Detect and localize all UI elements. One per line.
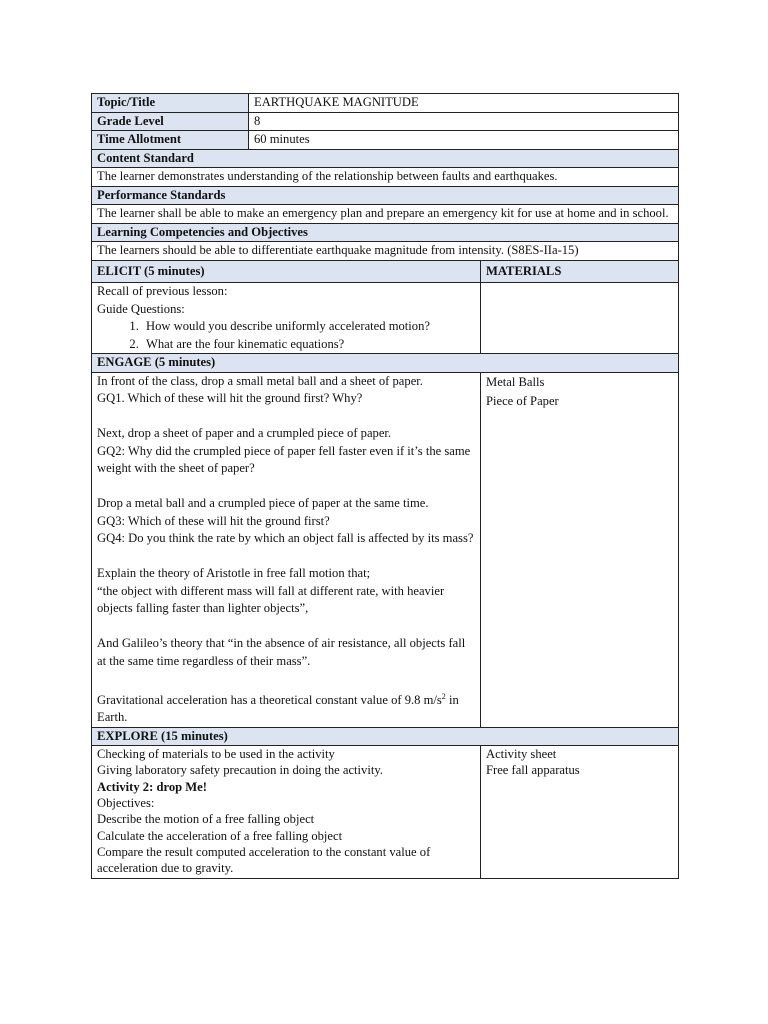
gravity-exponent: 2 — [441, 691, 446, 701]
engage-heading: ENGAGE (5 minutes) — [92, 354, 679, 373]
material-item: Piece of Paper — [486, 393, 559, 408]
objectives-label: Objectives: — [97, 796, 155, 811]
objective-item: Calculate the acceleration of a free falling object — [97, 828, 343, 843]
engage-line: And Galileo’s theory that “in the absence of air resistance, all objects fall at the same time regardless of their mass”. — [97, 636, 466, 668]
performance-standards-text: The learner shall be able to make an emergency plan and prepare an emergency kit for use at home and in school. — [92, 205, 679, 224]
engage-spacer — [97, 478, 475, 496]
grade-value: 8 — [249, 112, 679, 131]
competencies-text: The learners should be able to differentiate earthquake magnitude from intensity. (S8ES-IIa-15) — [92, 242, 679, 261]
explore-line: Giving laboratory safety precaution in doing the activity. — [97, 763, 383, 778]
content-standard-text: The learner demonstrates understanding of the relationship between faults and earthquakes. — [92, 168, 679, 187]
material-item: Metal Balls — [486, 374, 545, 389]
activity-title: Activity 2: drop Me! — [97, 779, 207, 794]
grade-label: Grade Level — [92, 112, 249, 131]
time-row — [92, 131, 679, 150]
material-item: Activity sheet — [486, 747, 557, 762]
engage-line: Explain the theory of Aristotle in free fall motion that; — [97, 566, 371, 580]
engage-spacer — [97, 408, 475, 426]
elicit-question: 2. What are the four kinematic equations? — [142, 336, 475, 354]
explore-content — [92, 746, 481, 878]
lesson-plan-table — [91, 93, 679, 879]
topic-label: Topic/Title — [92, 94, 249, 113]
engage-line: Next, drop a sheet of paper and a crumpled piece of paper. — [97, 426, 392, 440]
topic-value: EARTHQUAKE MAGNITUDE — [249, 94, 679, 113]
engage-materials — [481, 372, 679, 727]
elicit-question-list — [97, 318, 475, 353]
engage-spacer — [97, 548, 475, 566]
objective-item: Compare the result computed acceleration to the constant value of acceleration due to gravity. — [97, 844, 431, 876]
engage-spacer — [97, 618, 475, 636]
engage-gravity-line — [97, 688, 475, 727]
grade-row — [92, 112, 679, 131]
content-standard-heading: Content Standard — [92, 149, 679, 168]
competencies-heading: Learning Competencies and Objectives — [92, 223, 679, 242]
engage-line: “the object with different mass will fall at different rate, with heavier objects falling faster than lighter objects”, — [97, 583, 445, 615]
explore-line: Checking of materials to be used in the activity — [97, 747, 335, 762]
explore-materials — [481, 746, 679, 878]
engage-line: In front of the class, drop a small metal ball and a sheet of paper. — [97, 373, 423, 388]
elicit-question: 1. How would you describe uniformly accelerated motion? — [142, 318, 475, 336]
topic-row — [92, 94, 679, 113]
engage-line: GQ2: Why did the crumpled piece of paper fell faster even if it’s the same weight with the sheet of paper? — [97, 443, 471, 475]
performance-standards-heading: Performance Standards — [92, 186, 679, 205]
explore-heading: EXPLORE (15 minutes) — [92, 727, 679, 746]
engage-line: GQ4: Do you think the rate by which an object fall is affected by its mass? — [97, 531, 474, 545]
time-value: 60 minutes — [249, 131, 679, 150]
gravity-text: Gravitational acceleration has a theoretical constant value of 9.8 m/s — [97, 692, 442, 707]
time-label: Time Allotment — [92, 131, 249, 150]
elicit-guide-label: Guide Questions: — [97, 301, 185, 316]
materials-heading: MATERIALS — [481, 260, 679, 283]
engage-line: GQ3: Which of these will hit the ground first? — [97, 513, 330, 528]
objective-item: Describe the motion of a free falling object — [97, 812, 315, 827]
engage-content — [92, 372, 481, 727]
engage-line: Drop a metal ball and a crumpled piece of paper at the same time. — [97, 496, 429, 510]
elicit-materials — [481, 283, 679, 354]
material-item: Free fall apparatus — [486, 763, 580, 778]
engage-spacer — [97, 670, 475, 688]
elicit-heading: ELICIT (5 minutes) — [92, 260, 481, 283]
gravity-tail: in Earth. — [97, 692, 459, 725]
elicit-content — [92, 283, 481, 354]
elicit-recall: Recall of previous lesson: — [97, 284, 228, 298]
engage-line: GQ1. Which of these will hit the ground first? Why? — [97, 391, 363, 405]
